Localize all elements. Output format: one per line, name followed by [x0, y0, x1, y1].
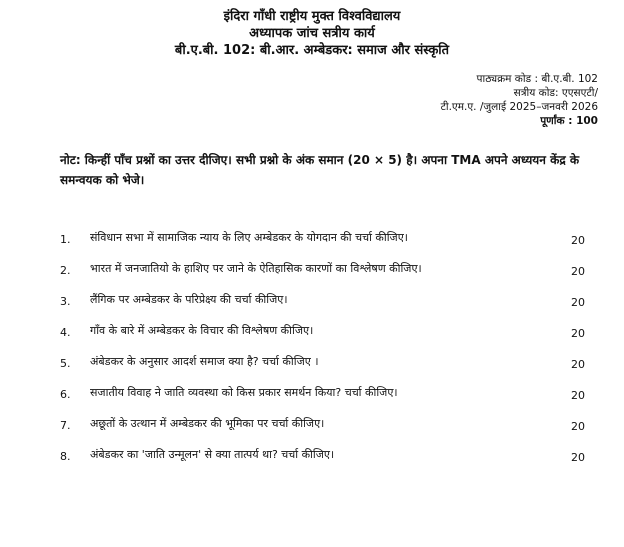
instruction-note: नोट: किन्हीं पाँच प्रश्नों का उत्तर दीजिए। सभी प्रश्नो के अंक समान (20 × 5) है। अपना TMA अपने अध्ययन केंद्र के समन्वयक को भेजे। — [60, 153, 580, 187]
question-text: अछूतों के उत्थान में अम्बेडकर की भूमिका पर चर्चा कीजिए। — [90, 417, 325, 430]
question-item — [60, 323, 585, 354]
question-list — [60, 230, 585, 478]
course-code: पाठ्यक्रम कोड : बी.ए.बी. 102 — [476, 73, 598, 85]
max-marks: पूर्णांक : 100 — [540, 115, 598, 127]
question-text: गाँव के बारे में अम्बेडकर के विचार की विश्लेषण कीजिए। — [90, 324, 314, 337]
course-title: बी.ए.बी. 102: बी.आर. अम्बेडकर: समाज और संस्कृति — [174, 43, 450, 58]
question-item — [60, 261, 585, 292]
question-marks: 20 — [571, 420, 585, 433]
question-marks: 20 — [571, 234, 585, 247]
question-item — [60, 354, 585, 385]
question-number: 7. — [60, 419, 71, 432]
question-text: लैंगिक पर अम्बेडकर के परिप्रेक्ष्य की चर्चा कीजिए। — [90, 293, 288, 306]
question-marks: 20 — [571, 389, 585, 402]
question-marks: 20 — [571, 265, 585, 278]
assignment-meta — [441, 72, 598, 128]
question-marks: 20 — [571, 451, 585, 464]
question-number: 6. — [60, 388, 71, 401]
question-text: अंबेडकर के अनुसार आदर्श समाज क्या है? चर्चा कीजिए । — [90, 355, 319, 368]
question-text: सजातीय विवाह ने जाति व्यवस्था को किस प्रकार समर्थन किया? चर्चा कीजिए। — [90, 386, 398, 399]
question-number: 8. — [60, 450, 71, 463]
question-item — [60, 385, 585, 416]
question-number: 4. — [60, 326, 71, 339]
question-number: 1. — [60, 233, 71, 246]
question-marks: 20 — [571, 358, 585, 371]
document-header — [0, 8, 624, 59]
question-text: भारत में जनजातियो के हाशिए पर जाने के ऐतिहासिक कारणों का विश्लेषण कीजिए। — [90, 262, 422, 275]
question-text: अंबेडकर का 'जाति उन्मूलन' से क्या तात्पर्य था? चर्चा कीजिए। — [90, 448, 335, 461]
question-marks: 20 — [571, 327, 585, 340]
question-item — [60, 447, 585, 478]
question-item — [60, 292, 585, 323]
question-item — [60, 416, 585, 447]
question-text: संविधान सभा में सामाजिक न्याय के लिए अम्बेडकर के योगदान की चर्चा कीजिए। — [90, 231, 408, 244]
question-number: 2. — [60, 264, 71, 277]
question-item — [60, 230, 585, 261]
assignment-type: अध्यापक जांच सत्रीय कार्य — [249, 26, 375, 41]
question-number: 3. — [60, 295, 71, 308]
tma-session: टी.एम.ए. /जुलाई 2025–जनवरी 2026 — [440, 101, 598, 113]
university-name: इंदिरा गाँधी राष्ट्रीय मुक्त विश्वविद्यालय — [223, 9, 401, 24]
assignment-code: सत्रीय कोड: एएसएटी/ — [513, 87, 598, 99]
question-marks: 20 — [571, 296, 585, 309]
question-number: 5. — [60, 357, 71, 370]
